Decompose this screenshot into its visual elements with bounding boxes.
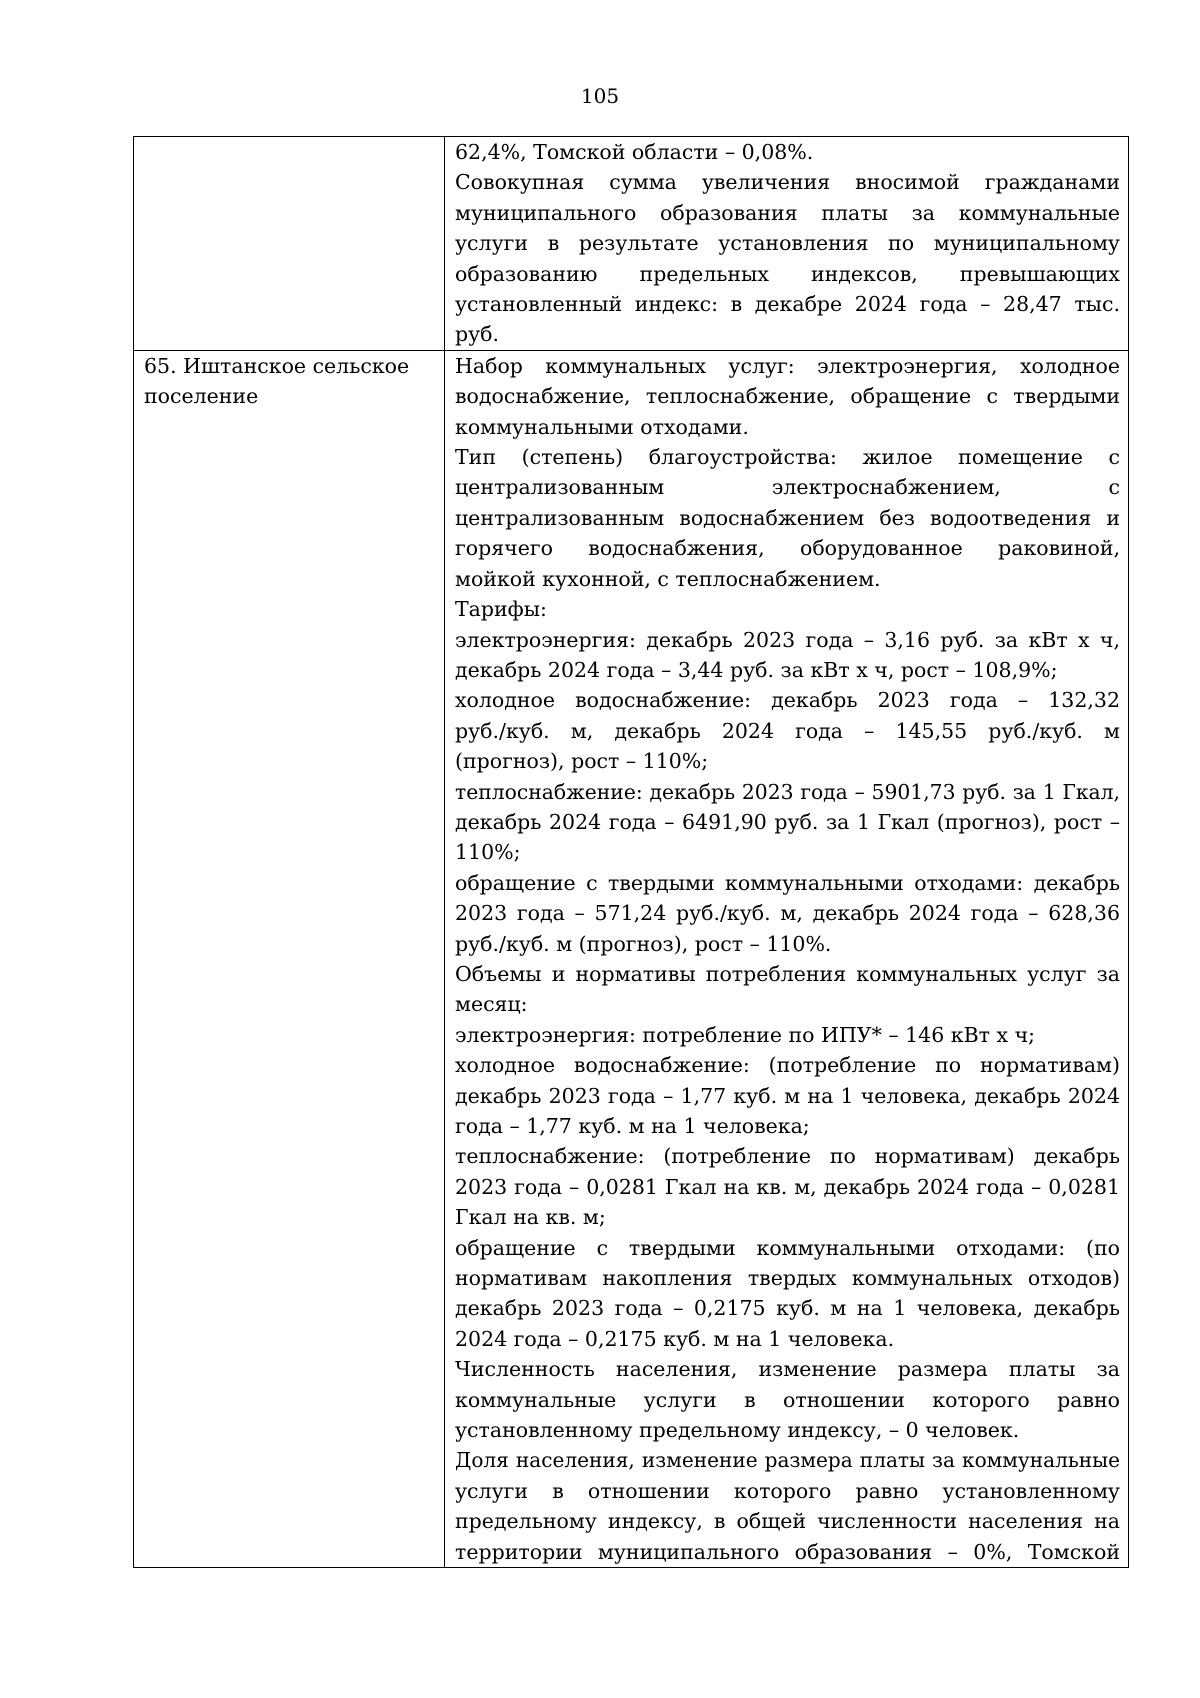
description-line: мойкой кухонной, с теплоснабжением. (455, 566, 881, 591)
description-line: нормативам накопления твердых коммунальных отходов) (455, 1266, 1120, 1291)
description-line: 62,4%, Томской области – 0,08%. (455, 140, 814, 164)
municipality-name-line: поселение (144, 384, 259, 409)
description-line: образованию предельных индексов, превышающих (455, 261, 1120, 286)
description-line: Объемы и нормативы потребления коммунальных услуг за (455, 961, 1120, 986)
description-line: (прогноз), рост – 110%; (455, 749, 709, 774)
description-line: 2023 года – 571,24 руб./куб. м, декабрь 2024 года – 628,36 (455, 901, 1120, 926)
description-line: Доля населения, изменение размера платы за коммунальные (455, 1448, 1120, 1473)
description-line: холодное водоснабжение: декабрь 2023 года – 132,32 (455, 688, 1120, 713)
description-line: установленному предельному индексу, – 0 человек. (455, 1418, 1020, 1443)
description-line: территории муниципального образования – 0%, Томской (455, 1539, 1120, 1564)
description-line: централизованным электроснабжением, с (455, 475, 1120, 500)
description-line: услуги в отношении которого равно установленному (455, 1478, 1120, 1503)
description-line: коммунальными отходами. (455, 414, 749, 439)
description-line: централизованным водоснабжением без водоотведения и (455, 505, 1120, 530)
description-line: коммунальные услуги в отношении которого равно (455, 1387, 1120, 1412)
description-line: холодное водоснабжение: (потребление по нормативам) (455, 1053, 1120, 1078)
description-line: года – 1,77 куб. м на 1 человека; (455, 1114, 810, 1138)
description-line: Совокупная сумма увеличения вносимой гражданами (455, 170, 1120, 195)
municipality-name-cell (134, 350, 445, 1567)
table-row (134, 350, 1129, 1567)
document-table (133, 136, 1129, 1568)
description-line: руб. (455, 322, 500, 347)
description-line: Набор коммунальных услуг: электроэнергия, холодное (455, 353, 1120, 378)
description-line: руб./куб. м, декабрь 2024 года – 145,55 руб./куб. м (455, 718, 1120, 743)
description-line: теплоснабжение: (потребление по нормативам) декабрь (455, 1144, 1120, 1169)
description-line: декабрь 2023 года – 1,77 куб. м на 1 человека, декабрь 2024 (455, 1083, 1120, 1108)
description-line: обращение с твердыми коммунальными отходами: декабрь (455, 870, 1120, 895)
description-line: 110%; (455, 840, 521, 865)
description-cell (445, 137, 1129, 351)
description-line: 2023 года – 0,0281 Гкал на кв. м, декабрь 2024 года – 0,0281 (455, 1174, 1120, 1199)
description-line: Гкал на кв. м; (455, 1205, 606, 1230)
page-number: 105 (580, 84, 620, 108)
description-line: установленный индекс: в декабре 2024 года – 28,47 тыс. (455, 292, 1120, 317)
description-cell (445, 350, 1129, 1567)
table-row (134, 137, 1129, 351)
description-line: электроэнергия: декабрь 2023 года – 3,16 руб. за кВт х ч, (455, 627, 1120, 652)
description-line: руб./куб. м (прогноз), рост – 110%. (455, 931, 832, 956)
description-line: Тарифы: (455, 597, 547, 622)
description-line: обращение с твердыми коммунальными отходами: (по (455, 1235, 1120, 1260)
description-line: горячего водоснабжения, оборудованное раковиной, (455, 536, 1120, 561)
description-line: Численность населения, изменение размера платы за (455, 1357, 1120, 1382)
table-body (134, 137, 1129, 1568)
description-line: теплоснабжение: декабрь 2023 года – 5901,73 руб. за 1 Гкал, (455, 779, 1120, 804)
description-line: Тип (степень) благоустройства: жилое помещение с (455, 445, 1120, 470)
description-line: водоснабжение, теплоснабжение, обращение с твердыми (455, 384, 1120, 409)
description-line: декабрь 2024 года – 3,44 руб. за кВт х ч, рост – 108,9%; (455, 657, 1058, 682)
description-line: услуги в результате установления по муниципальному (455, 231, 1120, 256)
municipality-name-cell (134, 137, 445, 351)
description-line: 2024 года – 0,2175 куб. м на 1 человека. (455, 1326, 895, 1351)
description-line: предельному индексу, в общей численности населения на (455, 1509, 1120, 1534)
description-line: декабрь 2024 года – 6491,90 руб. за 1 Гкал (прогноз), рост – (455, 809, 1120, 834)
description-line: муниципального образования платы за коммунальные (455, 200, 1120, 225)
description-line: месяц: (455, 992, 528, 1017)
municipality-name-line: 65. Иштанское сельское (144, 353, 410, 378)
description-line: электроэнергия: потребление по ИПУ* – 146 кВт х ч; (455, 1022, 1036, 1047)
description-line: декабрь 2023 года – 0,2175 куб. м на 1 человека, декабрь (455, 1296, 1120, 1321)
